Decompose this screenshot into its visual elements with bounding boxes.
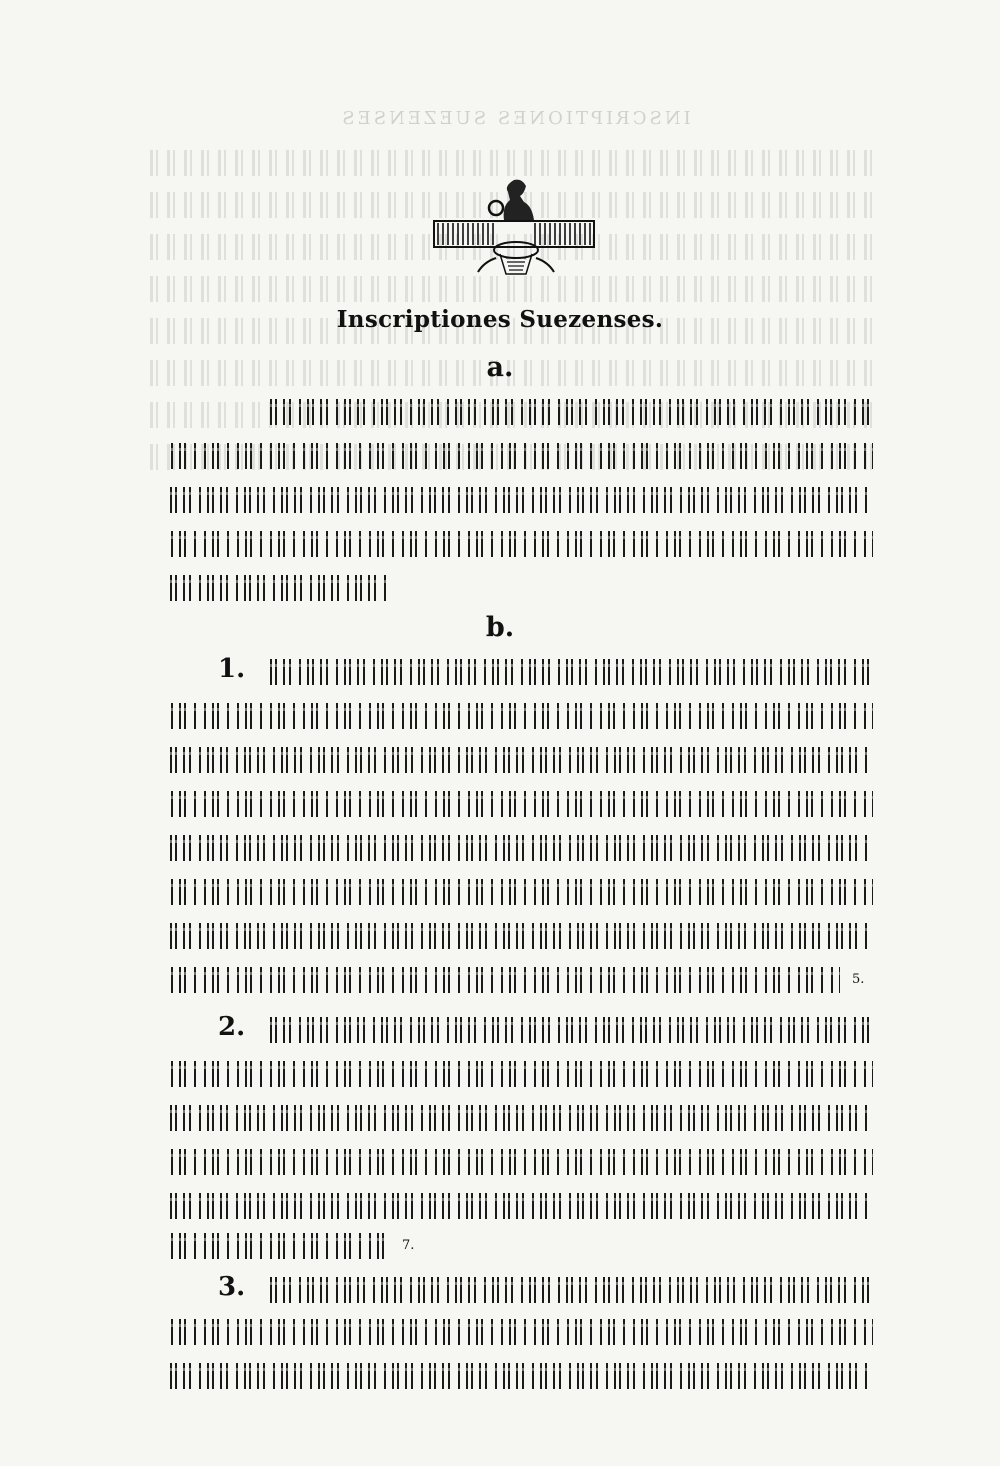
cuneiform-line [168, 1146, 873, 1180]
cuneiform-line [168, 1360, 873, 1394]
paragraph-number-3: 3. [218, 1272, 246, 1302]
cuneiform-line [168, 484, 873, 518]
cuneiform-line [168, 528, 873, 562]
cuneiform-line [168, 440, 873, 474]
page-title: Inscriptiones Suezenses. [336, 306, 664, 333]
cuneiform-line [168, 832, 873, 866]
cuneiform-line [168, 1230, 390, 1264]
section-label-a: a. [486, 352, 514, 383]
margin-line-number: 5. [852, 972, 865, 987]
cuneiform-line [168, 1102, 873, 1136]
cuneiform-line [168, 788, 873, 822]
paragraph-number-1: 1. [218, 654, 246, 684]
cuneiform-line [168, 1190, 873, 1224]
cuneiform-line [268, 396, 873, 430]
paragraph-number-2: 2. [218, 1012, 246, 1042]
cuneiform-line [168, 700, 873, 734]
cuneiform-line [168, 1316, 873, 1350]
cuneiform-line [268, 1014, 873, 1048]
cuneiform-line [168, 920, 873, 954]
cuneiform-line [168, 572, 388, 606]
running-head-showthrough: INSCRIPTIONES SUEZENSES [339, 108, 691, 129]
cuneiform-line [268, 656, 873, 690]
section-label-b: b. [485, 612, 515, 643]
cuneiform-line [168, 1058, 873, 1092]
margin-line-number: 7. [402, 1238, 415, 1253]
faravahar-emblem-icon [430, 176, 600, 276]
cuneiform-line [268, 1274, 873, 1308]
cuneiform-line [168, 964, 840, 998]
cuneiform-line [168, 744, 873, 778]
cuneiform-line [168, 876, 873, 910]
